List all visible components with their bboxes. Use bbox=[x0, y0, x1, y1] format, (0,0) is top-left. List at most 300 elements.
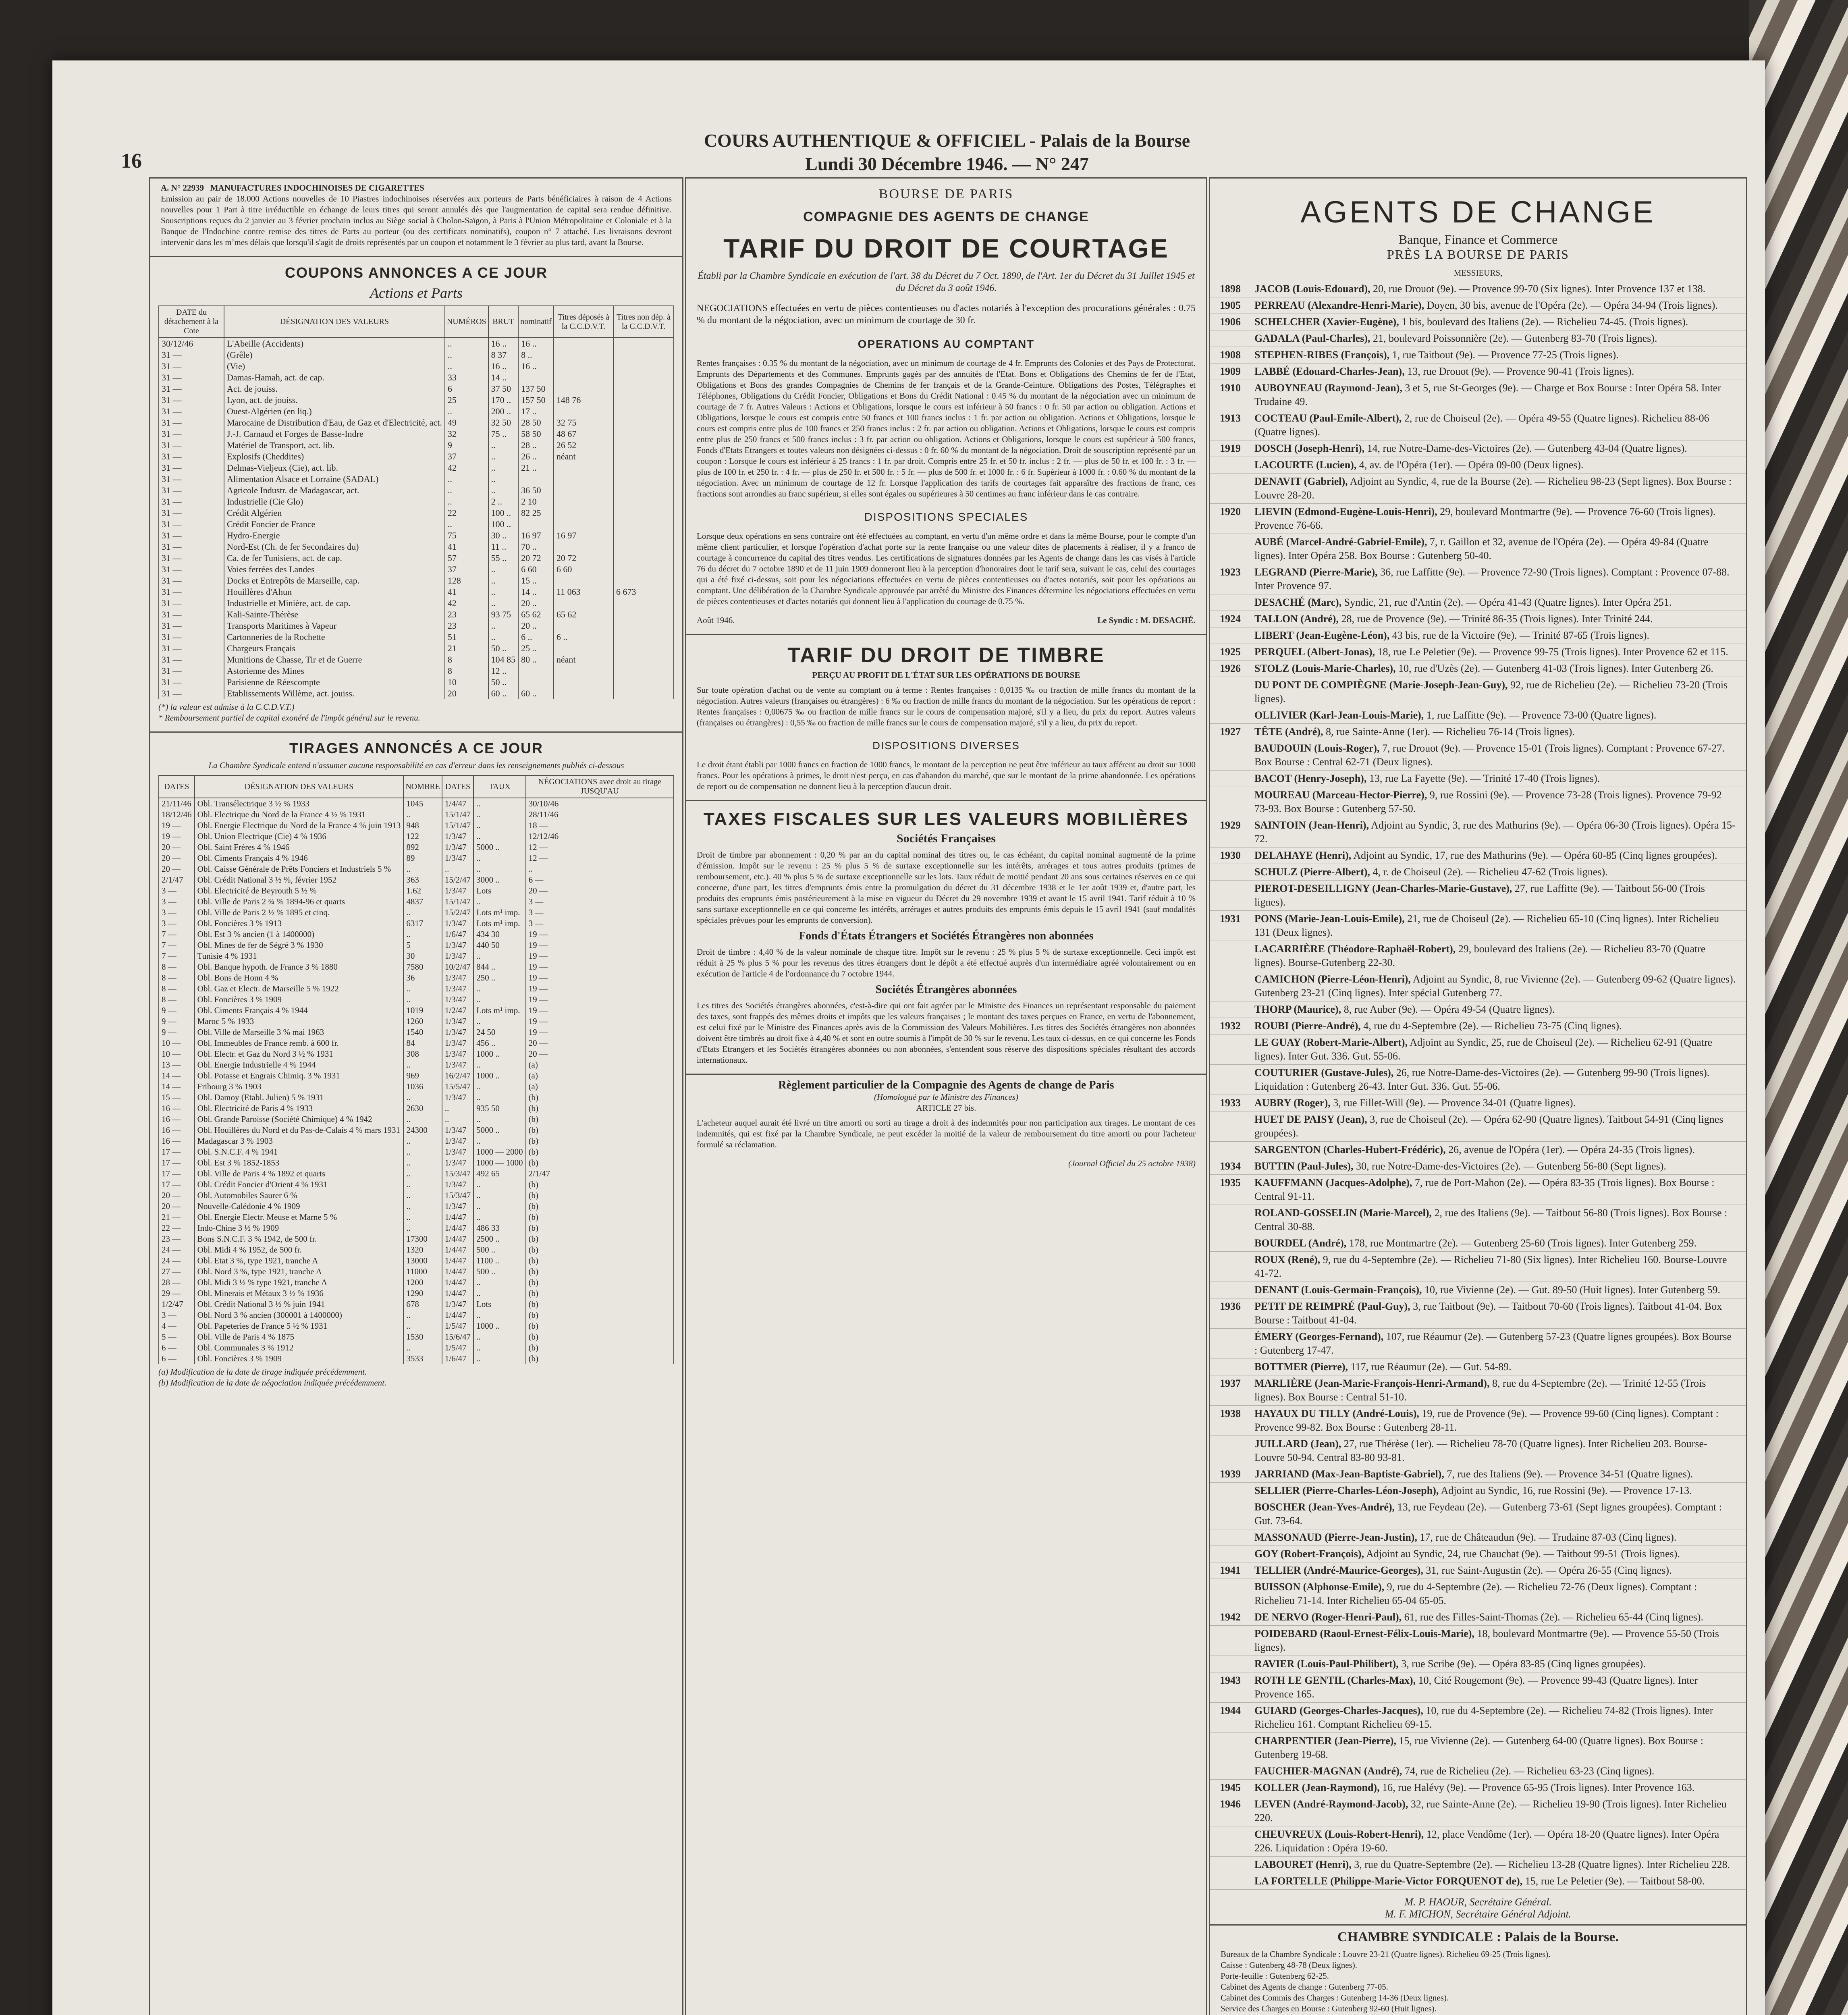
table-cell: 935 50 bbox=[473, 1103, 526, 1114]
table-cell: 80 .. bbox=[518, 654, 554, 665]
agent-name: BOSCHER (Jean-Yves-André), bbox=[1254, 1501, 1395, 1513]
agent-name: STOLZ (Louis-Marie-Charles), bbox=[1254, 663, 1396, 674]
table-cell: Cartonneries de la Rochette bbox=[224, 632, 445, 643]
agent-details: 178, rue Montmartre (2e). — Gutenberg 25-60 (Trois lignes). Inter Gutenberg 259. bbox=[1349, 1237, 1697, 1249]
table-cell: 3 — bbox=[159, 1310, 195, 1321]
table-cell: néant bbox=[554, 451, 613, 462]
chambre-line: Bureaux de la Chambre Syndicale : Louvre 23-21 (Quatre lignes). Richelieu 69-25 (Trois lignes). bbox=[1221, 1949, 1551, 1959]
agent-details: 15, rue Le Peletier (9e). — Taitbout 58-00. bbox=[1525, 1875, 1705, 1887]
table-cell: 8 bbox=[445, 665, 488, 677]
table-row bbox=[159, 1212, 674, 1223]
table-cell: .. bbox=[473, 1059, 526, 1070]
agent-details: 4, r. de Choiseul (2e). — Richelieu 47-62 (Trois lignes). bbox=[1373, 866, 1608, 878]
list-item bbox=[1210, 1406, 1746, 1436]
table-cell: .. bbox=[403, 1059, 442, 1070]
table-cell: Obl. Mines de fer de Ségré 3 % 1930 bbox=[195, 940, 404, 951]
table-cell: .. bbox=[403, 1212, 442, 1223]
agent-name: GADALA (Paul-Charles), bbox=[1254, 332, 1370, 344]
tirages-note: La Chambre Syndicale entend n'assumer aucune responsabilité en cas d'erreur dans les renseignements publiés ci-dessous bbox=[208, 760, 624, 770]
agent-year: 1905 bbox=[1220, 299, 1241, 311]
table-cell: 15/1/47 bbox=[442, 896, 473, 907]
table-cell: 1530 bbox=[403, 1332, 442, 1342]
list-item bbox=[1210, 848, 1746, 864]
table-cell: 8 — bbox=[159, 994, 195, 1005]
coupons-note-1: (*) la valeur est admise à la C.C.D.V.T.) bbox=[158, 702, 295, 712]
table-cell: Obl. Ville de Paris 4 % 1875 bbox=[195, 1332, 404, 1342]
agent-year: 1909 bbox=[1220, 366, 1241, 377]
table-cell: .. bbox=[488, 586, 519, 598]
table-cell bbox=[613, 507, 674, 519]
list-item bbox=[1210, 740, 1746, 771]
table-cell: 104 85 bbox=[488, 654, 519, 665]
table-cell: Obl. Energie Electr. Meuse et Marne 5 % bbox=[195, 1212, 404, 1223]
table-cell: .. bbox=[488, 451, 519, 462]
table-cell: 16 — bbox=[159, 1114, 195, 1125]
table-row bbox=[159, 809, 674, 820]
table-cell: 10 — bbox=[159, 1049, 195, 1059]
list-item bbox=[1210, 1298, 1746, 1329]
table-cell: 1320 bbox=[403, 1244, 442, 1255]
agent-name: SCHULZ (Pierre-Albert), bbox=[1254, 866, 1370, 878]
tirages-header-5: NÉGOCIATIONS avec droit au tirage JUSQU'AU bbox=[526, 775, 674, 798]
table-cell: 2 .. bbox=[488, 496, 519, 507]
table-row bbox=[159, 598, 674, 609]
table-cell: 8 bbox=[445, 654, 488, 665]
agent-details: 10, rue Vivienne (2e). — Gut. 89-50 (Huit lignes). Inter Gutenberg 59. bbox=[1424, 1284, 1720, 1296]
list-item bbox=[1210, 347, 1746, 364]
agent-name: LEVEN (André-Raymond-Jacob), bbox=[1254, 1798, 1408, 1810]
agent-details: 18, rue Le Peletier (9e). — Provence 99-75 (Trois lignes). Inter Provence 62 et 115. bbox=[1377, 646, 1728, 658]
table-cell: 456 .. bbox=[473, 1038, 526, 1049]
table-cell: 170 .. bbox=[488, 395, 519, 406]
table-cell: 500 .. bbox=[473, 1266, 526, 1277]
agent-details: Adjoint au Syndic, 4, rue de la Bourse (2e). — Richelieu 98-23 (Sept lignes). Box Bourse : Louvre 28-20. bbox=[1254, 476, 1732, 501]
coupons-header-0: DATE du détachement à la Cote bbox=[159, 306, 224, 338]
table-cell: Delmas-Vieljeux (Cie), act. lib. bbox=[224, 462, 445, 474]
list-item bbox=[1210, 1796, 1746, 1826]
agent-details: 15, rue Vivienne (2e). — Gutenberg 64-00 (Quatre lignes). Box Bourse : Gutenberg 19-68. bbox=[1254, 1735, 1704, 1760]
table-cell: .. bbox=[403, 864, 442, 875]
chambre-line: Caisse : Gutenberg 48-78 (Deux lignes). bbox=[1221, 1960, 1358, 1970]
table-cell: (b) bbox=[526, 1223, 674, 1234]
table-cell: 33 bbox=[445, 372, 488, 383]
table-cell: 17 — bbox=[159, 1157, 195, 1168]
table-cell: .. bbox=[473, 831, 526, 842]
list-item bbox=[1210, 627, 1746, 644]
table-cell bbox=[554, 519, 613, 530]
table-cell: 22 bbox=[445, 507, 488, 519]
table-cell: 308 bbox=[403, 1049, 442, 1059]
tirages-title: TIRAGES ANNONCÉS A CE JOUR bbox=[289, 740, 544, 756]
table-cell: .. bbox=[473, 1201, 526, 1212]
agent-details: 21, boulevard Poissonnière (2e). — Gutenberg 83-70 (Trois lignes). bbox=[1373, 332, 1657, 344]
table-cell: (b) bbox=[526, 1092, 674, 1103]
table-cell: .. bbox=[473, 1136, 526, 1147]
coupons-header-4: nominatif bbox=[518, 306, 554, 338]
table-row bbox=[159, 1353, 674, 1364]
table-cell: Obl. Saint Frères 4 % 1946 bbox=[195, 842, 404, 853]
agents-title: AGENTS DE CHANGE bbox=[1300, 195, 1656, 229]
list-item bbox=[1210, 941, 1746, 971]
speciales-text: Lorsque deux opérations en sens contraire ont été effectuées au comptant, en vertu d'un même ordre et dans la même Bourse, pour le compte d'un même client particulier, et lorsque l'opération d'achat porte sur la rente française ou une valeur dites de placements à réaliser, il y a franco de courtage à concurrence du capital des titres vendus. Les certifications de signatures données par les Agents de change dans les cas visés à l'article 76 du décret du 7 octobre 1890 et de 11 juin 1909 donneront lieu à la perception d'honoraires dont le tarif sera, suivant le cas, celui des courtages qui a été fixé ci-dessus, soit pour les négociations effectuées en vertu de pièces contentieuses ou d'actes notariés, soit pour les opérations au comptant. Une délibération de la Chambre Syndicale approuvée par arrêté du Ministre des Finances détermine les négociations effectuées en vertu de pièces contentieuses et d'actes notariés qui donnent lieu à l'application du courtage de 0.75 %. bbox=[697, 531, 1196, 606]
table-cell: 28/11/46 bbox=[526, 809, 674, 820]
table-cell: (b) bbox=[526, 1136, 674, 1147]
table-cell: 1/3/47 bbox=[442, 1147, 473, 1157]
table-cell: Obl. Electricité de Beyrouth 5 ½ % bbox=[195, 885, 404, 896]
table-cell: 19 — bbox=[159, 820, 195, 831]
table-cell: 3 — bbox=[526, 907, 674, 918]
agent-details: 10, rue d'Uzès (2e). — Gutenberg 41-03 (Trois lignes). Inter Gutenberg 26. bbox=[1398, 663, 1713, 674]
table-cell bbox=[554, 462, 613, 474]
table-row bbox=[159, 1081, 674, 1092]
table-cell bbox=[613, 632, 674, 643]
table-cell: Damas-Hamah, act. de cap. bbox=[224, 372, 445, 383]
agents-subtitle-2: PRÈS LA BOURSE DE PARIS bbox=[1387, 247, 1570, 262]
agent-name: PIEROT-DESEILLIGNY (Jean-Charles-Marie-Gustave), bbox=[1254, 883, 1512, 894]
table-cell: .. bbox=[473, 1081, 526, 1092]
table-cell: 24 — bbox=[159, 1244, 195, 1255]
table-cell: 1/3/47 bbox=[442, 885, 473, 896]
table-cell bbox=[518, 474, 554, 485]
table-cell: néant bbox=[554, 654, 613, 665]
list-item bbox=[1210, 1111, 1746, 1142]
list-item bbox=[1210, 971, 1746, 1001]
table-cell: 3 — bbox=[159, 918, 195, 929]
table-cell: Astorienne des Mines bbox=[224, 665, 445, 677]
table-cell: (b) bbox=[526, 1103, 674, 1114]
agent-year: 1942 bbox=[1220, 1611, 1241, 1623]
table-cell: .. bbox=[403, 929, 442, 940]
table-cell: 19 — bbox=[526, 1005, 674, 1016]
list-item bbox=[1210, 1529, 1746, 1546]
table-cell: 32 50 bbox=[488, 417, 519, 428]
table-cell: .. bbox=[403, 1136, 442, 1147]
table-row bbox=[159, 1332, 674, 1342]
secretary-adjoint: M. F. MICHON, Secrétaire Général Adjoint. bbox=[1385, 1908, 1572, 1920]
table-row bbox=[159, 564, 674, 575]
list-item bbox=[1210, 611, 1746, 627]
list-item bbox=[1210, 297, 1746, 314]
table-cell: 6 60 bbox=[518, 564, 554, 575]
list-item bbox=[1210, 1626, 1746, 1656]
table-cell: 7580 bbox=[403, 962, 442, 972]
table-cell: 28 — bbox=[159, 1277, 195, 1288]
table-cell: .. bbox=[488, 564, 519, 575]
table-cell: Crédit Algérien bbox=[224, 507, 445, 519]
table-cell: .. bbox=[403, 1114, 442, 1125]
table-row bbox=[159, 1277, 674, 1288]
table-cell: 31 — bbox=[159, 507, 224, 519]
table-cell: 12 .. bbox=[488, 665, 519, 677]
table-cell bbox=[554, 643, 613, 654]
table-cell: 42 bbox=[445, 462, 488, 474]
table-cell: 19 — bbox=[526, 1016, 674, 1027]
table-cell: 12 — bbox=[526, 853, 674, 864]
table-cell: 6 — bbox=[159, 1353, 195, 1364]
agent-name: SCHELCHER (Xavier-Eugène), bbox=[1254, 316, 1399, 328]
table-cell: (b) bbox=[526, 1321, 674, 1332]
table-row bbox=[159, 864, 674, 875]
table-cell: (b) bbox=[526, 1234, 674, 1244]
list-item bbox=[1210, 1142, 1746, 1158]
agent-name: BACOT (Henry-Joseph), bbox=[1254, 773, 1367, 784]
table-cell bbox=[613, 474, 674, 485]
table-row bbox=[159, 853, 674, 864]
agent-year: 1929 bbox=[1220, 819, 1241, 831]
agent-name: LIBERT (Jean-Eugène-Léon), bbox=[1254, 629, 1390, 641]
agent-details: 7, rue des Italiens (9e). — Provence 34-51 (Quatre lignes). bbox=[1447, 1468, 1693, 1480]
table-cell: 844 .. bbox=[473, 962, 526, 972]
agent-name: ROLAND-GOSSELIN (Marie-Marcel), bbox=[1254, 1207, 1432, 1219]
table-cell: 1100 .. bbox=[473, 1255, 526, 1266]
table-cell: 17 — bbox=[159, 1168, 195, 1179]
table-cell: .. bbox=[403, 1179, 442, 1190]
table-cell: .. bbox=[473, 809, 526, 820]
table-cell: 31 — bbox=[159, 428, 224, 440]
list-item bbox=[1210, 594, 1746, 611]
table-cell: .. bbox=[403, 1223, 442, 1234]
table-cell: Obl. Grande Paroisse (Société Chimique) 4 % 1942 bbox=[195, 1114, 404, 1125]
table-cell: Lots m¹ imp. bbox=[473, 918, 526, 929]
reglement-title: Règlement particulier de la Compagnie des Agents de change de Paris bbox=[778, 1079, 1114, 1091]
table-row bbox=[159, 940, 674, 951]
table-cell: 10/2/47 bbox=[442, 962, 473, 972]
agent-details: 107, rue Réaumur (2e). — Gutenberg 57-23 (Quatre lignes groupées). Box Bourse : Gutenberg 17-47. bbox=[1254, 1331, 1732, 1356]
table-row bbox=[159, 530, 674, 541]
table-cell: 31 — bbox=[159, 586, 224, 598]
list-item bbox=[1210, 1359, 1746, 1375]
table-cell: Nouvelle-Calédonie 4 % 1909 bbox=[195, 1201, 404, 1212]
table-cell: 1/5/47 bbox=[442, 1321, 473, 1332]
table-cell: 5000 .. bbox=[473, 1125, 526, 1136]
agent-name: BUISSON (Alphonse-Emile), bbox=[1254, 1581, 1385, 1593]
table-cell: 20 .. bbox=[518, 598, 554, 609]
table-cell: 31 — bbox=[159, 372, 224, 383]
table-cell: 36 bbox=[403, 972, 442, 983]
agent-details: 29, boulevard des Italiens (2e). — Richelieu 83-70 (Quatre lignes). Bourse-Gutenberg 22-30. bbox=[1254, 943, 1706, 968]
taxes-t2: Droit de timbre : 4,40 % de la valeur nominale de chaque titre. Impôt sur le revenu : 25 % plus 5 % de surtaxe exceptionnelle. Ceci impôt est réduit à 25 % plus 5 % pour les revenus des titres étrangers dont le dépôt a été effectué auprès d'un intermédiaire agréé volontairement ou en exécution de l'article 4 de l'ordonnance du 7 octobre 1944. bbox=[697, 947, 1196, 978]
table-cell: .. bbox=[445, 519, 488, 530]
table-cell: 15/3/47 bbox=[442, 1168, 473, 1179]
table-cell: (b) bbox=[526, 1157, 674, 1168]
table-cell: 20 — bbox=[526, 1049, 674, 1059]
agent-name: CHARPENTIER (Jean-Pierre), bbox=[1254, 1735, 1396, 1747]
chambre-line: Service des Charges en Bourse : Gutenberg 92-60 (Huit lignes). bbox=[1221, 2004, 1437, 2013]
agent-details: 117, rue Réaumur (2e). — Gut. 54-89. bbox=[1350, 1361, 1512, 1373]
comptant-text: Rentes françaises : 0.35 % du montant de la négociation, avec un minimum de courtage de 4 fr. Emprunts des Colonies et des Pays de Protectorat. Emprunts des Départements et des Communes. Emprunts gagés par des annuités de l'Etat. Bons et Obligations des Chemins de fer de l'Etat, Obligations et Bons des grandes Compagnies de Chemins de fer français et de la Grande-Ceinture. Obligations des Postes, Télégraphes et Téléphones, Obligations du Crédit Foncier, Obligations et Bons du Crédit National : 0.45 % du montant de la négociation avec un minimum de courtage de 7 fr. Autres Valeurs : Actions et Obligations, lorsque le cours est inférieur à 50 francs : 0 fr. 50 par action ou obligation. Actions et Obligations, lorsque le cours est compris entre 50 francs et 100 francs inclus : 1 fr. par action ou obligation. Actions et Obligations, lorsque le cours est compris entre plus de 100 francs et 250 francs inclus : 2 fr. par action ou obligation. Actions et Obligations, lorsque le cours est compris entre plus de 250 francs et 500 francs inclus : 3 fr. par action ou obligation. Actions et Obligations, lorsque le cours est supérieur à 500 francs, Fonds d'Etats Etrangers et toutes valeurs non désignées ci-dessus : 0 fr. 60 % du montant de la négociation. Droit de souscription représenté par un coupon : Lorsque le cours est inférieur à 25 francs : 1 fr. par droit. Compris entre 25 fr. et 50 fr. inclus : 2 fr. — plus de 50 fr. et 100 fr. : 3 fr. — plus de 100 fr. et 250 fr. : 4 fr. — plus de 250 fr. et 500 fr. : 5 fr. — plus de 500 fr. et 1000 fr. : 6 fr. Supérieur à 1000 fr. : 0.60 % du montant de la négociation. Avec un minimum de courtage de 12 fr. Lorsque l'application des tarifs de courtages fait apparaître des fractions de franc, ces fractions sont arrondies au franc supérieur, si elles sont égales ou supérieures à 50 centimes au franc inférieur dans le cas contraire. bbox=[697, 358, 1196, 499]
table-cell: 2 10 bbox=[518, 496, 554, 507]
list-item bbox=[1210, 1483, 1746, 1499]
agent-year: 1913 bbox=[1220, 412, 1241, 424]
agent-year: 1939 bbox=[1220, 1468, 1241, 1480]
table-cell bbox=[613, 519, 674, 530]
table-cell: 20 — bbox=[526, 885, 674, 896]
agent-name: SELLIER (Pierre-Charles-Léon-Joseph), bbox=[1254, 1485, 1439, 1496]
table-cell: 6317 bbox=[403, 918, 442, 929]
table-row bbox=[159, 1038, 674, 1049]
table-row bbox=[159, 575, 674, 586]
table-cell: 6 .. bbox=[518, 632, 554, 643]
table-cell: 500 .. bbox=[473, 1244, 526, 1255]
table-cell: 32 bbox=[445, 428, 488, 440]
agent-name: BOTTMER (Pierre), bbox=[1254, 1361, 1348, 1373]
table-cell: 1/2/47 bbox=[442, 1005, 473, 1016]
table-cell: 1000 — 2000 bbox=[473, 1147, 526, 1157]
table-cell: Obl. Est 3 % ancien (1 à 1400000) bbox=[195, 929, 404, 940]
tirages-note-a: (a) Modification de la date de tirage indiquée précédemment. bbox=[158, 1367, 367, 1377]
table-cell: Obl. Etat 3 %, type 1921, tranche A bbox=[195, 1255, 404, 1266]
agent-name: LACOURTE (Lucien), bbox=[1254, 459, 1357, 471]
table-cell: 1/4/47 bbox=[442, 1255, 473, 1266]
table-cell: 24300 bbox=[403, 1125, 442, 1136]
agent-details: 9, rue du 4-Septembre (2e). — Richelieu 72-76 (Deux lignes). Comptant : Richelieu 71-14. Inter Richelieu 65-04 65-05. bbox=[1254, 1581, 1697, 1606]
table-cell: Hydro-Energie bbox=[224, 530, 445, 541]
table-cell: 1/3/47 bbox=[442, 1038, 473, 1049]
agent-details: 20, rue Drouot (9e). — Provence 99-70 (Six lignes). Inter Provence 137 et 138. bbox=[1373, 283, 1706, 295]
agent-year: 1943 bbox=[1220, 1674, 1241, 1686]
table-cell: 17300 bbox=[403, 1234, 442, 1244]
table-row bbox=[159, 677, 674, 688]
agent-details: 27, rue Laffitte (9e). — Taitbout 56-00 (Trois lignes). bbox=[1254, 883, 1705, 908]
table-cell: Crédit Foncier de France bbox=[224, 519, 445, 530]
table-cell: 1/3/47 bbox=[442, 951, 473, 962]
table-cell: 93 75 bbox=[488, 609, 519, 620]
table-row bbox=[159, 1234, 674, 1244]
table-cell: 20 — bbox=[159, 1201, 195, 1212]
table-cell: .. bbox=[473, 1114, 526, 1125]
table-cell: 30 .. bbox=[488, 530, 519, 541]
table-cell: 1/3/47 bbox=[442, 1136, 473, 1147]
table-cell: 3533 bbox=[403, 1353, 442, 1364]
table-cell: 12/12/46 bbox=[526, 831, 674, 842]
table-cell: 1/3/47 bbox=[442, 1157, 473, 1168]
table-cell: 31 — bbox=[159, 496, 224, 507]
agent-details: 18, boulevard Montmartre (9e). — Provence 55-50 (Trois lignes). bbox=[1254, 1628, 1719, 1653]
table-cell: 31 — bbox=[159, 462, 224, 474]
table-cell: 37 bbox=[445, 564, 488, 575]
speciales-title: DISPOSITIONS SPECIALES bbox=[864, 511, 1028, 523]
agent-details: 3 et 5, rue St-Georges (9e). — Charge et Box Bourse : Inter Opéra 58. Inter Trudaine 49. bbox=[1254, 382, 1721, 407]
table-cell: (b) bbox=[526, 1212, 674, 1223]
table-cell: .. bbox=[473, 1288, 526, 1299]
table-cell: 32 75 bbox=[554, 417, 613, 428]
table-row bbox=[159, 1299, 674, 1310]
agent-name: AUBÉ (Marcel-André-Gabriel-Emile), bbox=[1254, 536, 1427, 548]
table-cell: 30/12/46 bbox=[159, 338, 224, 349]
list-item bbox=[1210, 1826, 1746, 1857]
table-cell: .. bbox=[445, 474, 488, 485]
agent-details: 30, rue Notre-Dame-des-Victoires (2e). — Gutenberg 56-80 (Sept lignes). bbox=[1356, 1160, 1666, 1172]
table-cell: 31 — bbox=[159, 553, 224, 564]
table-cell: 9 — bbox=[159, 1005, 195, 1016]
list-item bbox=[1210, 474, 1746, 504]
agent-details: 3, rue Fillet-Will (9e). — Provence 34-01 (Quatre lignes). bbox=[1333, 1097, 1576, 1109]
agent-details: Doyen, 30 bis, avenue de l'Opéra (2e). — Opéra 34-94 (Trois lignes). bbox=[1426, 299, 1718, 311]
agent-name: DU PONT DE COMPIÈGNE (Marie-Joseph-Jean-Guy), bbox=[1254, 679, 1508, 691]
table-cell: 31 — bbox=[159, 564, 224, 575]
list-item bbox=[1210, 644, 1746, 661]
table-cell: 70 .. bbox=[518, 541, 554, 553]
table-cell: 6 673 bbox=[613, 586, 674, 598]
list-item bbox=[1210, 1499, 1746, 1529]
agent-details: 3, rue du Quatre-Septembre (2e). — Richelieu 13-28 (Quatre lignes). Inter Richelieu 228. bbox=[1354, 1859, 1730, 1870]
agent-name: ROTH LE GENTIL (Charles-Max), bbox=[1254, 1674, 1416, 1686]
table-cell bbox=[554, 349, 613, 361]
table-cell: .. bbox=[403, 1190, 442, 1201]
coupons-table bbox=[158, 305, 674, 699]
table-cell bbox=[613, 609, 674, 620]
table-cell bbox=[554, 361, 613, 372]
table-cell: Obl. Damoy (Etabl. Julien) 5 % 1931 bbox=[195, 1092, 404, 1103]
agent-name: KAUFFMANN (Jacques-Adolphe), bbox=[1254, 1177, 1412, 1188]
column-left bbox=[149, 177, 683, 2015]
table-cell: .. bbox=[473, 1016, 526, 1027]
table-row bbox=[159, 1092, 674, 1103]
table-cell: 27 — bbox=[159, 1266, 195, 1277]
table-cell: 17 — bbox=[159, 1147, 195, 1157]
list-item bbox=[1210, 817, 1746, 848]
table-cell: 1/3/47 bbox=[442, 1027, 473, 1038]
table-cell: Obl. Immeubles de France remb. à 600 fr. bbox=[195, 1038, 404, 1049]
table-cell: .. bbox=[442, 1114, 473, 1125]
table-cell: Lots m¹ imp. bbox=[473, 907, 526, 918]
list-item bbox=[1210, 1733, 1746, 1763]
agent-year: 1919 bbox=[1220, 442, 1241, 454]
table-cell: 21 .. bbox=[518, 462, 554, 474]
table-row bbox=[159, 519, 674, 530]
table-cell: (b) bbox=[526, 1288, 674, 1299]
table-cell: 15/6/47 bbox=[442, 1332, 473, 1342]
list-item bbox=[1210, 1857, 1746, 1873]
list-item bbox=[1210, 1282, 1746, 1298]
table-cell bbox=[518, 677, 554, 688]
table-cell: 11000 bbox=[403, 1266, 442, 1277]
table-row bbox=[159, 831, 674, 842]
table-cell: 1019 bbox=[403, 1005, 442, 1016]
agent-name: DE NERVO (Roger-Henri-Paul), bbox=[1254, 1611, 1402, 1623]
table-cell: Kali-Sainte-Thérèse bbox=[224, 609, 445, 620]
table-row bbox=[159, 1190, 674, 1201]
table-cell: 137 50 bbox=[518, 383, 554, 395]
coupons-header-1: DÉSIGNATION DES VALEURS bbox=[224, 306, 445, 338]
agent-details: 28, rue de Provence (9e). — Trinité 86-35 (Trois lignes). Inter Trinité 244. bbox=[1341, 613, 1653, 625]
table-cell: 31 — bbox=[159, 643, 224, 654]
agent-name: JACOB (Louis-Edouard), bbox=[1254, 283, 1370, 295]
table-row bbox=[159, 907, 674, 918]
table-cell: 14 — bbox=[159, 1081, 195, 1092]
table-cell: Obl. Ciments Français 4 % 1946 bbox=[195, 853, 404, 864]
agent-details: 17, rue de Châteaudun (9e). — Trudaine 87-03 (Cinq lignes). bbox=[1420, 1531, 1677, 1543]
table-cell bbox=[554, 372, 613, 383]
table-cell: 1/3/47 bbox=[442, 1059, 473, 1070]
table-cell: (b) bbox=[526, 1190, 674, 1201]
list-item bbox=[1210, 440, 1746, 457]
agent-year: 1944 bbox=[1220, 1705, 1241, 1716]
agent-name: LABOURET (Henri), bbox=[1254, 1859, 1352, 1870]
agent-details: 8, rue du 4-Septembre (2e). — Trinité 12-55 (Trois lignes). Box Bourse : Central 51-10. bbox=[1254, 1377, 1706, 1403]
table-cell bbox=[613, 665, 674, 677]
table-cell: Ca. de fer Tunisiens, act. de cap. bbox=[224, 553, 445, 564]
table-cell bbox=[613, 598, 674, 609]
table-cell bbox=[613, 620, 674, 632]
table-cell: 250 .. bbox=[473, 972, 526, 983]
table-cell: 31 — bbox=[159, 677, 224, 688]
table-cell: 492 65 bbox=[473, 1168, 526, 1179]
table-cell: Act. de jouiss. bbox=[224, 383, 445, 395]
coupons-header-5: Titres déposés à la C.C.D.V.T. bbox=[554, 306, 613, 338]
agent-name: LA FORTELLE (Philippe-Marie-Victor FORQUENOT de), bbox=[1254, 1875, 1523, 1887]
agent-name: BUTTIN (Paul-Jules), bbox=[1254, 1160, 1354, 1172]
